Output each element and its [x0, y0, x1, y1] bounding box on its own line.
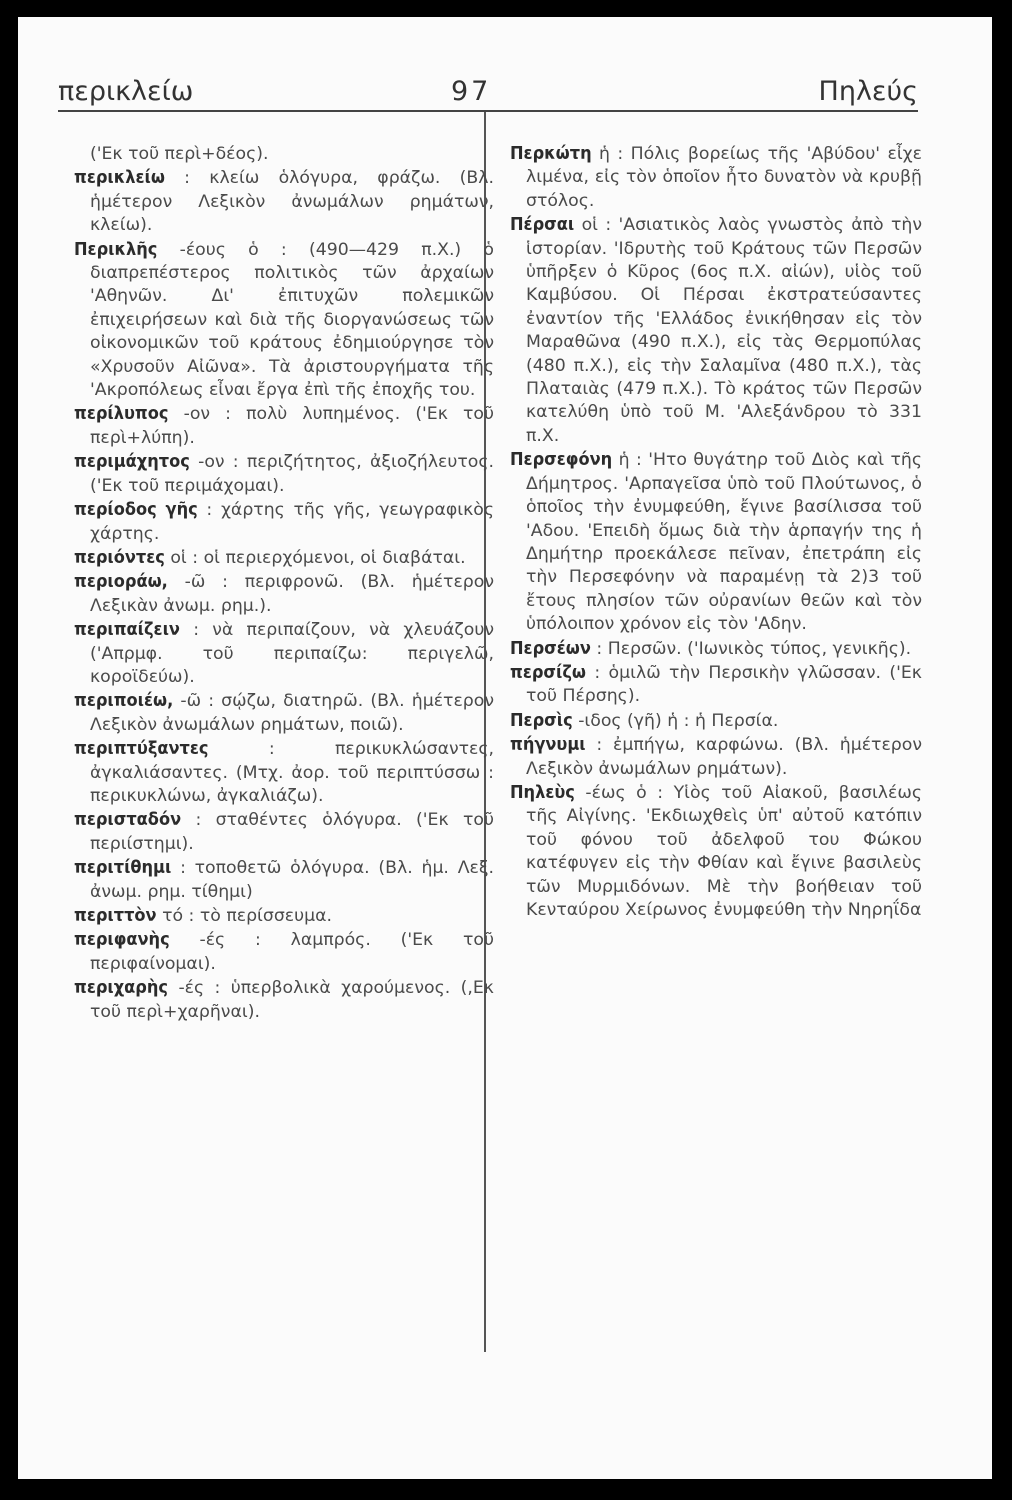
- entry-definition: -ές : ὑπερβολικὰ χαρούμενος. (,Εκ τοῦ περὶ+χαρῆναι).: [90, 978, 494, 1022]
- entry-headword: περισταδόν: [74, 809, 182, 831]
- entry-definition: -έως ὁ : Υἱὸς τοῦ Αἰακοῦ, βασιλέως τῆς Αἰγίνης. 'Εκδιωχθεὶς ὑπ' αὐτοῦ κατόπιν τοῦ φόνου τοῦ ἀδελφοῦ του Φώκου κατέφυγεν εἰς τὴν Φθίαν καὶ ἔγινε βασιλεὺς τῶν Μυρμιδόνων. Μὲ τὴν βοήθειαν τοῦ Κενταύρου Χείρωνος ἐνυμφεύθη τὴν Νηρηΐδα: [526, 782, 922, 920]
- dictionary-entry: [74, 976, 494, 1024]
- entry-headword: περιπαίζειν: [74, 619, 180, 641]
- left-column: [74, 142, 494, 1024]
- entry-headword: περιττὸν: [74, 905, 157, 926]
- entry-definition: -ῶ : περιφρονῶ. (Βλ. ἡμέτερον Λεξικὰν ἀνωμ. ρημ.).: [90, 572, 494, 616]
- entry-definition: : ὁμιλῶ τὴν Περσικὴν γλῶσσαν. ('Εκ τοῦ Πέρσης).: [526, 662, 922, 707]
- dictionary-entry: [74, 856, 494, 904]
- entry-headword: Πηλεὺς: [510, 781, 575, 803]
- page-header: [58, 76, 918, 122]
- entry-definition: : Περσῶν. ('Ιωνικὸς τύπος, γενικῆς).: [596, 638, 912, 659]
- dictionary-entry: [74, 142, 494, 166]
- entry-headword: περιχαρὴς: [74, 977, 169, 999]
- right-column: [510, 142, 922, 922]
- entry-definition: : ἐμπήγω, καρφώνω. (Βλ. ἡμέτερον Λεξικὸν ἀνωμάλων ρημάτων).: [526, 735, 922, 779]
- entry-headword: Πέρσαι: [510, 214, 575, 236]
- page-number: 97: [451, 76, 492, 107]
- entry-headword: περιφανὴς: [74, 929, 170, 951]
- entry-definition: : κλείω ὁλόγυρα, φράζω. (Βλ. ἡμέτερον Λεξικὸν ἀνωμάλων ρημάτων, κλείω).: [90, 168, 494, 236]
- entry-definition: -ιδος (γῆ) ἡ : ἡ Περσία.: [578, 710, 779, 731]
- entry-definition: ἡ : 'Ητο θυγάτηρ τοῦ Διὸς καὶ τῆς Δήμητρος. 'Αρπαγεῖσα ὑπὸ τοῦ Πλούτωνος, ὁ ὁποῖος τὴν ἐνυμφεύθη, ἔγινε βασίλισσα τοῦ 'Αδου. 'Επειδὴ ὅμως διὰ τὴν ἁρπαγήν της ἡ Δημήτηρ προεκάλεσε πεῖναν, ἐπετράπη εἰς τὴν Περσεφόνην νὰ παραμένῃ τὰ 2)3 τοῦ ἔτους πλησίον τῶν οὐρανίων θεῶν καὶ τὸν ὑπόλοιπον χρόνον εἰς τὸν 'Αδην.: [526, 450, 922, 635]
- entry-definition: : νὰ περιπαίζουν, νὰ χλευάζουν ('Απρμφ. τοῦ περιπαίζω: περιγελῶ, κοροϊδεύω).: [90, 620, 494, 687]
- header-first-word: περικλείω: [58, 76, 194, 107]
- dictionary-entry: [74, 570, 494, 618]
- dictionary-entry: [74, 928, 494, 976]
- entry-headword: Περκώτη: [510, 143, 592, 164]
- dictionary-entry: [74, 166, 494, 237]
- entry-definition: -ον : πολὺ λυπημένος. ('Εκ τοῦ περὶ+λύπη).: [90, 404, 494, 448]
- entry-definition: : περικυκλώσαντες, ἀγκαλιάσαντες. (Μτχ. ἀορ. τοῦ περιπτύσσω : περικυκλώνω, ἀγκαλιάζω).: [90, 739, 495, 806]
- entry-headword: περιποιέω,: [74, 690, 174, 712]
- entry-definition: -ον : περιζήτητος, ἀξιοζήλευτος. ('Εκ τοῦ περιμάχομαι).: [90, 452, 494, 496]
- dictionary-entry: [510, 637, 922, 661]
- dictionary-entry: [510, 709, 922, 733]
- entry-headword: περιπτύξαντες: [74, 738, 209, 760]
- dictionary-entry: [74, 618, 494, 689]
- header-rule: [58, 110, 918, 112]
- dictionary-entry: [510, 448, 922, 636]
- dictionary-entry: [510, 142, 922, 213]
- entry-headword: περιμάχητος: [74, 451, 190, 473]
- dictionary-entry: [510, 733, 922, 781]
- dictionary-entry: [74, 904, 494, 928]
- entry-headword: περιοράω,: [74, 571, 168, 593]
- header-last-word: Πηλεύς: [818, 76, 918, 107]
- entry-headword: περίοδος γῆς: [74, 499, 198, 521]
- entry-headword: Περσεφόνη: [510, 449, 613, 471]
- entry-headword: πήγνυμι: [510, 734, 586, 756]
- dictionary-entry: [74, 402, 494, 450]
- dictionary-entry: [510, 213, 922, 448]
- entry-headword: Περικλῆς: [74, 238, 158, 260]
- entry-headword: περιόντες: [74, 546, 165, 568]
- entry-definition: -έους ὁ : (490—429 π.Χ.) ὁ διαπρεπέστερος πολιτικὸς τῶν ἀρχαίων 'Αθηνῶν. Δι' ἐπιτυχῶν πολεμικῶν ἐπιχειρήσεων καὶ διὰ τῆς διοργανώσεως τῶν οἰκονομικῶν τοῦ κράτους ἐδημιούργησε τὸν «Χρυσοῦν Αἰῶνα». Τὰ ἀριστουργήματα τῆς 'Ακροπόλεως εἶναι ἔργα ἐπὶ τῆς ἐποχῆς του.: [90, 239, 494, 401]
- dictionary-entry: [74, 498, 494, 546]
- entry-definition: : χάρτης τῆς γῆς, γεωγραφικὸς χάρτης.: [90, 500, 494, 544]
- entry-definition: οἱ : οἱ περιερχόμενοι, οἱ διαβάται.: [170, 547, 466, 568]
- entry-headword: περσίζω: [510, 661, 586, 683]
- entry-definition: : σταθέντες ὁλόγυρα. ('Εκ τοῦ περιίστημι).: [90, 810, 494, 854]
- entry-definition: ('Εκ τοῦ περὶ+δέος).: [90, 144, 269, 164]
- entry-headword: περίλυπος: [74, 403, 169, 425]
- dictionary-entry: [74, 546, 494, 570]
- entry-headword: Περσὶς: [510, 709, 573, 731]
- entry-headword: περιτίθημι: [74, 857, 172, 879]
- entry-headword: Περσέων: [510, 637, 591, 659]
- entry-definition: -ές : λαμπρός. ('Εκ τοῦ περιφαίνομαι).: [90, 930, 494, 974]
- entry-definition: ἡ : Πόλις βορείως τῆς 'Αβύδου' εἶχε λιμένα, εἰς τὸν ὁποῖον ἦτο δυνατὸν νὰ κρυβῇ στόλος.: [526, 144, 922, 211]
- dictionary-entry: [74, 808, 494, 856]
- dictionary-entry: [74, 238, 494, 403]
- dictionary-entry: [510, 781, 922, 922]
- dictionary-entry: [74, 737, 494, 808]
- dictionary-entry: [74, 450, 494, 498]
- entry-definition: οἱ : 'Ασιατικὸς λαὸς γνωστὸς ἀπὸ τὴν ἱστορίαν. 'Ιδρυτὴς τοῦ Κράτους τῶν Περσῶν ὑπῆρξεν ὁ Κῦρος (6ος π.Χ. αἰών), υἱὸς τοῦ Καμβύσου. Οἱ Πέρσαι ἐκστρατεύσαντες ἐναντίον τῆς 'Ελλάδος ἐνικήθησαν εἰς τὸν Μαραθῶνα (490 π.Χ.), εἰς τὰς Θερμοπύλας (480 π.Χ.), εἰς τὴν Σαλαμῖνα (480 π.Χ.), τὰς Πλαταιὰς (479 π.Χ.). Τὸ κράτος τῶν Περσῶν κατελύθη ὑπὸ τοῦ Μ. 'Αλεξάνδρου τὸ 331 π.Χ.: [526, 215, 922, 446]
- entry-headword: περικλείω: [74, 167, 165, 189]
- entry-definition: : τοποθετῶ ὁλόγυρα. (Βλ. ἡμ. Λεξ. ἀνωμ. ρημ. τίθημι): [90, 858, 494, 902]
- entry-definition: -ῶ : σῴζω, διατηρῶ. (Βλ. ἡμέτερον Λεξικὸν ἀνωμάλων ρημάτων, ποιῶ).: [90, 691, 495, 735]
- entry-definition: τό : τὸ περίσσευμα.: [162, 906, 333, 926]
- dictionary-entry: [510, 661, 922, 709]
- dictionary-entry: [74, 689, 494, 737]
